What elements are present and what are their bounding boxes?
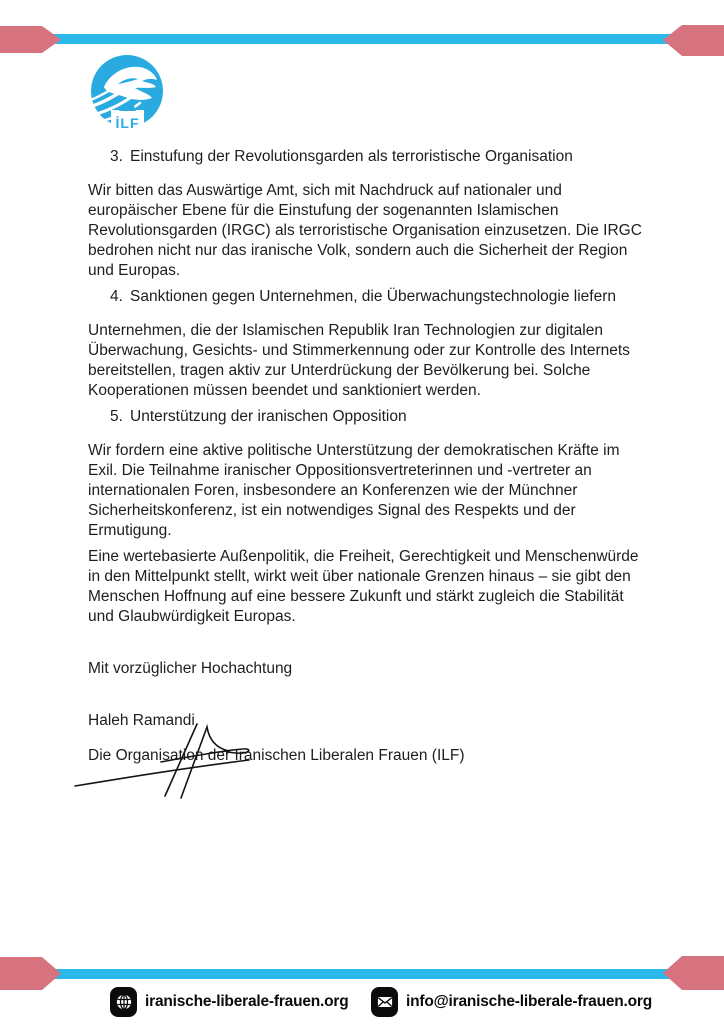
section-title: Unterstützung der iranischen Opposition: [130, 408, 407, 425]
email-text: info@iranische-liberale-frauen.org: [406, 993, 653, 1010]
globe-icon: [110, 987, 137, 1017]
section-heading-3: [88, 147, 644, 167]
letter-body: [88, 147, 644, 766]
signature-stroke: [161, 749, 249, 762]
section-paragraph-3: Wir bitten das Auswärtige Amt, sich mit Nachdruck auf nationaler und europäischer Ebene für die Einstufung der sogenannten Islamischen Revolutionsgarden (IRGC) als terroristische Organisation einzusetzen. Die IRGC bedrohen nicht nur das iranische Volk, sondern auch die Sicherheit der Region und Europas.: [88, 182, 642, 279]
website-text: iranische-liberale-frauen.org: [145, 993, 349, 1010]
section-title: Sanktionen gegen Unternehmen, die Überwachungstechnologie liefern: [130, 288, 616, 305]
bottom-right-ribbon: [663, 956, 724, 990]
top-decoration-bar: [0, 0, 724, 60]
section-heading-5: [88, 407, 644, 427]
footer-email: [371, 987, 652, 1017]
top-cyan-bar: [50, 34, 674, 44]
section-number: 5.: [110, 408, 123, 425]
signer-organisation: Die Organisation der Iranischen Liberalen Frauen (ILF): [88, 747, 465, 764]
bottom-cyan-bar: [50, 969, 674, 979]
section-heading-4: [88, 287, 644, 307]
closing-paragraph: Eine wertebasierte Außenpolitik, die Freiheit, Gerechtigkeit und Menschenwürde in den Mittelpunkt stellt, wirkt weit über nationale Grenzen hinaus – sie gibt den Menschen Hoffnung auf eine bessere Zukunft und stärkt zugleich die Stabilität und Glaubwürdigkeit Europas.: [88, 548, 639, 625]
section-paragraph-4: Unternehmen, die der Islamischen Republik Iran Technologien zur digitalen Überwachung, Gesichts- und Stimmerkennung oder zur Kontrolle des Internets bereitstellen, tragen aktiv zur Unterdrückung der Bevölkerung bei. Solche Kooperationen müssen beendet und sanktioniert werden.: [88, 322, 630, 399]
bottom-left-ribbon: [0, 957, 61, 990]
signer-name: Haleh Ramandi: [88, 712, 195, 729]
signature-stroke: [181, 727, 229, 798]
top-right-ribbon: [663, 25, 724, 56]
section-number: 3.: [110, 148, 123, 165]
top-left-ribbon: [0, 26, 61, 53]
ilf-logo: [74, 54, 170, 138]
logo-ilf-text: İLF: [115, 115, 140, 131]
valediction: Mit vorzüglicher Hochachtung: [88, 660, 293, 677]
signature: [68, 710, 268, 802]
signature-stroke: [75, 760, 249, 786]
email-icon: [371, 987, 398, 1017]
logo-cap-shape: [119, 106, 136, 111]
section-paragraph-5: Wir fordern eine aktive politische Unterstützung der demokratischen Kräfte im Exil. Die Teilnahme iranischer Oppositionsvertreterinnen und -vertreter an internationalen Foren, insbesondere an Konferenzen wie der Münchner Sicherheitskonferenz, ist ein notwendiges Signal des Respekts und der Ermutigung.: [88, 442, 620, 539]
section-number: 4.: [110, 288, 123, 305]
footer-website: [110, 987, 349, 1017]
section-title: Einstufung der Revolutionsgarden als terroristische Organisation: [130, 148, 573, 165]
